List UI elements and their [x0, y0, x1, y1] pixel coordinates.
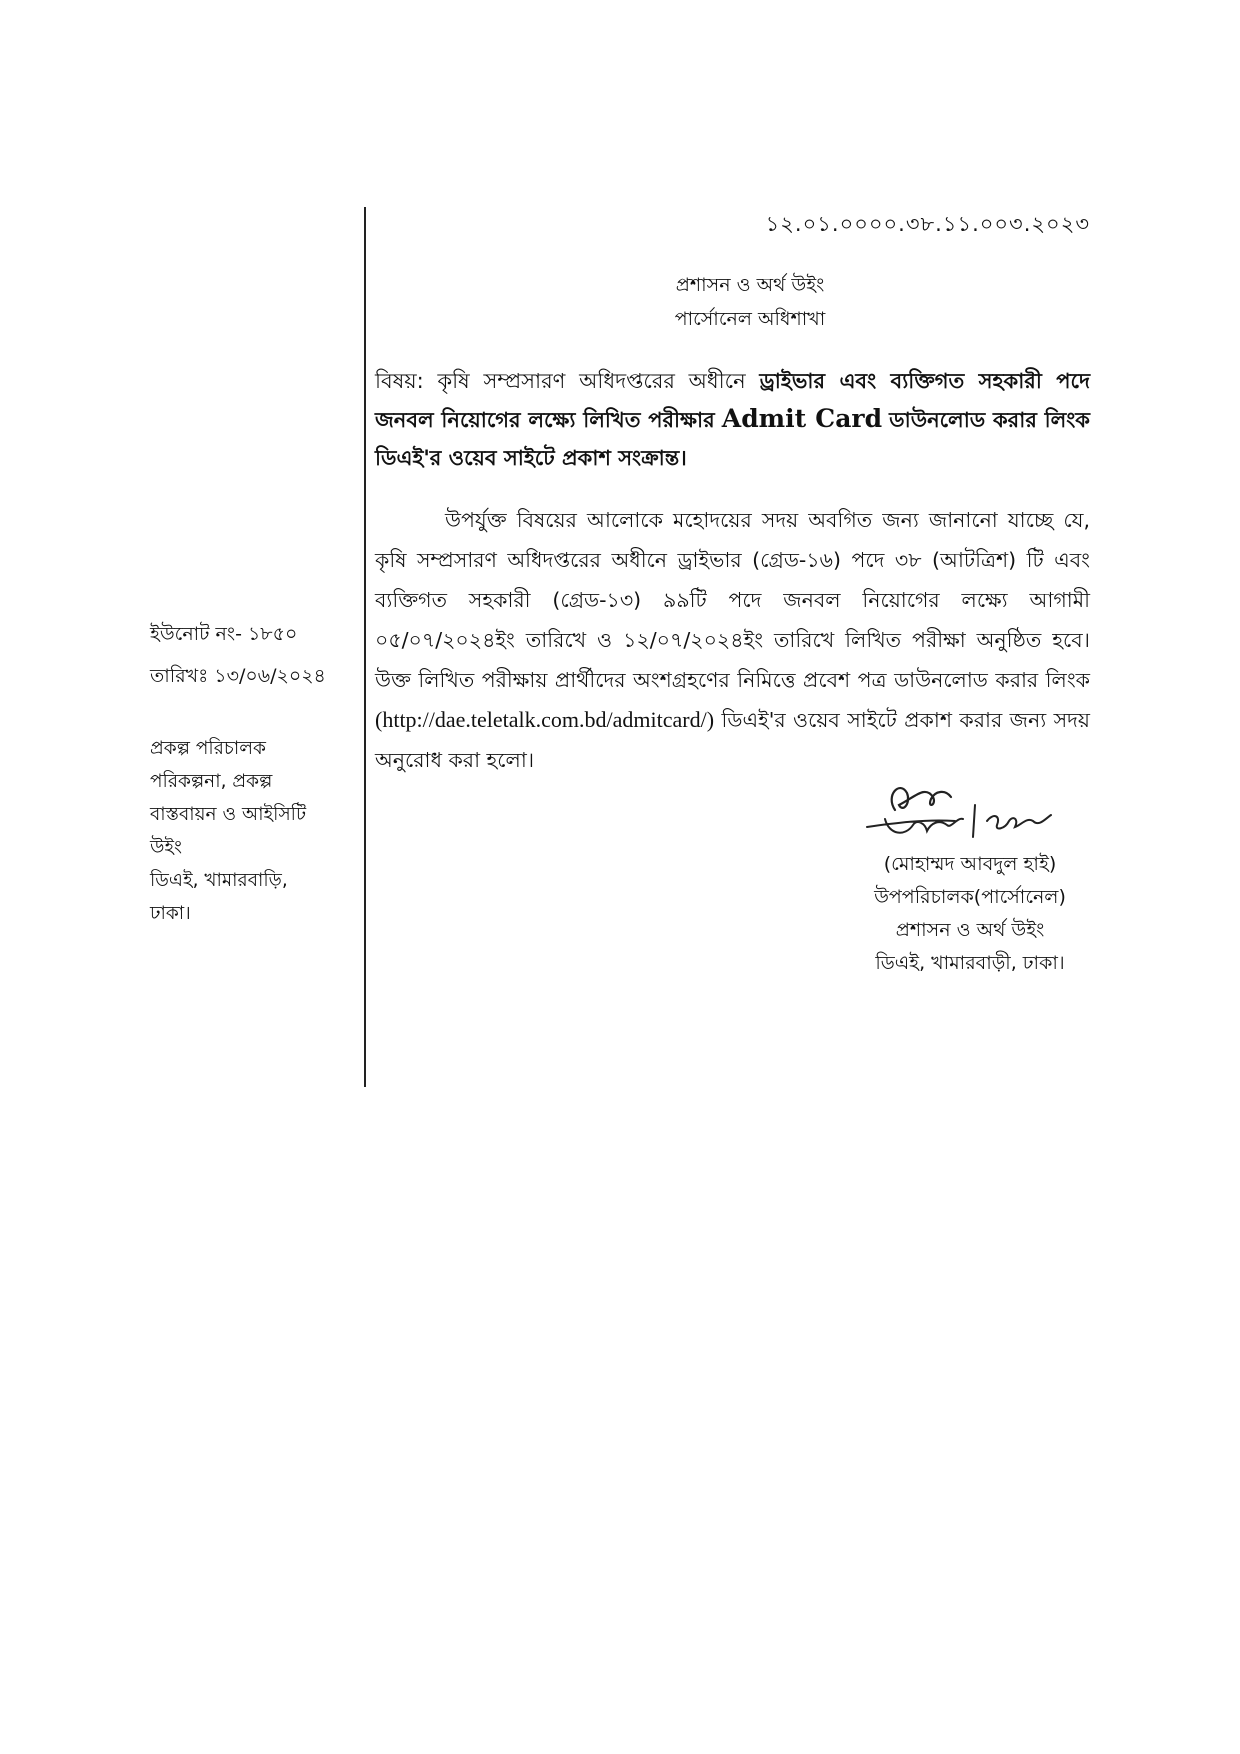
office-wing: প্রশাসন ও অর্থ উইং: [675, 274, 825, 296]
handwritten-signature: [855, 775, 1065, 850]
body-paragraph: [375, 500, 1090, 780]
subject: [375, 362, 1090, 477]
recipient-block: [150, 732, 350, 930]
recipient-line: ডিএই, খামারবাড়ি,: [150, 870, 288, 891]
recipient-line: ঢাকা।: [150, 903, 191, 924]
memo-number: ১২.০১.০০০০.৩৮.১১.০০৩.২০২৩: [765, 212, 1090, 236]
signatory-block: [820, 848, 1120, 980]
body-part1: উপর্যুক্ত বিষয়ের আলোকে মহোদয়ের সদয় অবগিত জন্য জানানো যাচ্ছে যে, কৃষি সম্প্রসারণ অধিদপ্তরের অধীনে ড্রাইভার (গ্রেড-১৬) পদে ৩৮ (আটত্রিশ) টি এবং ব্যক্তিগত সহকারী (গ্রেড-১৩) ৯৯টি পদে জনবল নিয়োগের লক্ষ্যে আগামী ০৫/০৭/২০২৪ইং তারিখে ও ১২/০৭/২০২৪ইং তারিখে লিখিত পরীক্ষা অনুষ্ঠিত হবে। উক্ত লিখিত পরীক্ষায় প্রার্থীদের অংশগ্রহণের নিমিত্তে প্রবেশ পত্র ডাউনলোড করার লিংক: [375, 508, 1090, 692]
subject-part1: কৃষি সম্প্রসারণ অধিদপ্তরের অধীনে: [437, 369, 746, 393]
recipient-line: প্রকল্প পরিচালক: [150, 738, 266, 759]
signatory-name: (মোহাম্মদ আবদুল হাই): [883, 853, 1057, 875]
office-branch: পার্সোনেল অধিশাখা: [674, 308, 826, 330]
admit-card-link[interactable]: (http://dae.teletalk.com.bd/admitcard/): [375, 707, 715, 732]
signatory-wing: প্রশাসন ও অর্থ উইং: [895, 919, 1045, 941]
unote-number: ইউনোট নং- ১৮৫০: [150, 623, 298, 645]
signatory-designation: উপপরিচালক(পার্সোনেল): [874, 886, 1066, 908]
recipient-line: বাস্তবায়ন ও আইসিটি: [150, 804, 307, 825]
recipient-line: পরিকল্পনা, প্রকল্প: [150, 771, 273, 792]
subject-part4: ডাউনলোড করার লিংক ডিএই'র ওয়েব সাইটে প্রকাশ সংক্রান্ত।: [375, 408, 1090, 470]
subject-admit-card: Admit Card: [721, 404, 883, 433]
subject-part2: ড্রাইভার এবং ব্যক্তিগত সহকারী পদে জনবল নিয়োগের লক্ষ্যে লিখিত পরীক্ষার: [375, 369, 1090, 432]
vertical-divider: [364, 207, 366, 1087]
subject-label: বিষয়:: [375, 369, 424, 393]
unote-date: তারিখঃ ১৩/০৬/২০২৪: [150, 665, 326, 687]
signatory-office: ডিএই, খামারবাড়ী, ঢাকা।: [875, 952, 1065, 974]
recipient-line: উইং: [150, 837, 182, 858]
body-part2: ডিএই'র ওয়েব সাইটে প্রকাশ করার জন্য সদয় অনুরোধ করা হলো।: [375, 708, 1090, 772]
